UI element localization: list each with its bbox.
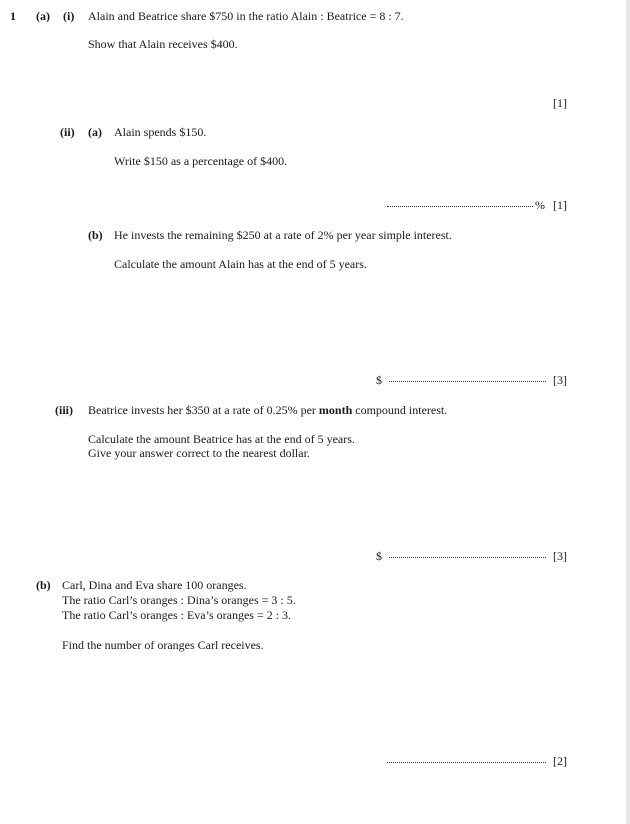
percent-unit: % — [535, 198, 545, 212]
part-b-instruction: Find the number of oranges Carl receives. — [62, 638, 264, 652]
part-a-ii-b-instruction: Calculate the amount Alain has at the end of 5 years. — [114, 257, 367, 271]
answer-line-a-ii-a[interactable] — [387, 206, 533, 207]
part-b-line-3: The ratio Carl’s oranges : Eva’s oranges = 2 : 3. — [62, 608, 292, 622]
part-b-label: (b) — [36, 578, 51, 592]
answer-line-a-ii-b[interactable] — [389, 381, 546, 382]
question-number: 1 — [10, 9, 16, 23]
part-a-ii-b-marks: [3] — [553, 373, 567, 387]
answer-line-b[interactable] — [387, 762, 546, 763]
part-b-line-2: The ratio Carl’s oranges : Dina’s oranges = 3 : 5. — [62, 593, 296, 607]
part-b-marks: [2] — [553, 754, 567, 768]
part-a-ii-a-marks: [1] — [553, 198, 567, 212]
part-a-label: (a) — [36, 9, 50, 23]
part-a-ii-a-text: Alain spends $150. — [114, 125, 207, 139]
part-a-ii-label: (ii) — [60, 125, 75, 139]
part-a-iii-marks: [3] — [553, 549, 567, 563]
currency-symbol: $ — [376, 549, 382, 563]
part-a-ii-b-label: (b) — [88, 228, 103, 242]
part-a-ii-b-text: He invests the remaining $250 at a rate of 2% per year simple interest. — [114, 228, 452, 242]
page-edge — [626, 0, 630, 824]
answer-line-a-iii[interactable] — [389, 557, 546, 558]
part-a-iii-instruction-2: Give your answer correct to the nearest dollar. — [88, 446, 310, 460]
part-a-i-marks: [1] — [553, 96, 567, 110]
part-a-iii-label: (iii) — [55, 403, 73, 417]
currency-symbol: $ — [376, 373, 382, 387]
part-a-i-instruction: Show that Alain receives $400. — [88, 37, 238, 51]
part-a-ii-a-label: (a) — [88, 125, 102, 139]
part-a-i-label: (i) — [63, 9, 75, 23]
part-a-iii-text: Beatrice invests her $350 at a rate of 0.25% per month compound interest. — [88, 403, 448, 417]
part-a-i-text: Alain and Beatrice share $750 in the ratio Alain : Beatrice = 8 : 7. — [88, 9, 404, 23]
part-a-iii-instruction-1: Calculate the amount Beatrice has at the end of 5 years. — [88, 432, 355, 446]
part-a-ii-a-instruction: Write $150 as a percentage of $400. — [114, 154, 288, 168]
part-b-line-1: Carl, Dina and Eva share 100 oranges. — [62, 578, 247, 592]
